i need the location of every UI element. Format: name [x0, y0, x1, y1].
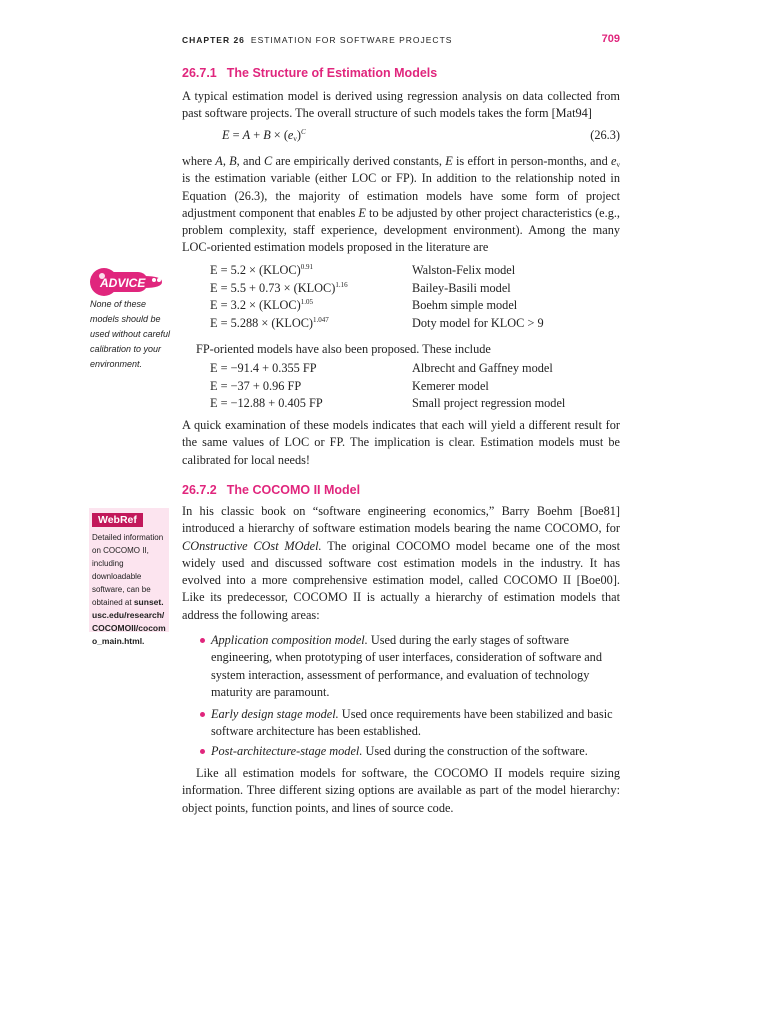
paragraph: FP-oriented models have also been proposed. These include: [196, 342, 491, 356]
model-row: E = 5.5 + 0.73 × (KLOC)$^{1.16}$ Bailey-Basili model: [210, 280, 620, 298]
page-number: 709: [601, 33, 620, 45]
equation-26-3: $E = A + B \times (e_v)^C$ (26.3): [222, 128, 620, 143]
webref-text: Detailed information on COCOMO II, including downloadable software, can be obtained at: [92, 533, 164, 607]
webref-title: WebRef: [92, 513, 143, 527]
bullet-item: Early design stage model. Used once requirements have been stabilized and basic software architecture has been established.: [200, 706, 620, 741]
model-name: Kemerer model: [412, 378, 489, 393]
model-row: E = 5.288 × (KLOC)$^{1.047}$ Doty model for KLOC > 9: [210, 315, 620, 333]
loc-model-list: [210, 262, 620, 332]
webref-link[interactable]: sunset.usc.edu/research/COCOMOII/cocomo_main.html.: [92, 597, 166, 646]
model-row: E = −91.4 + 0.355 FP Albrecht and Gaffney model: [210, 360, 620, 378]
advice-label: ADVICE: [100, 276, 146, 290]
model-row: E = 5.2 × (KLOC)$^{0.91}$ Walston-Felix model: [210, 262, 620, 280]
section-heading-26-7-2: [182, 483, 360, 497]
paragraph: Like all estimation models for software, the COCOMO II models require sizing information. Three different sizing options are available as part of the model hierarchy: object points, function points, and lines of source code.: [182, 766, 620, 815]
paragraph: where A, B, and C are empirically derived constants, E is effort in person-months, and $e_v$ is the estimation variable (either LOC or FP). In addition to the relationship noted in Equation (26.3), the majority of estimation models have some form of project adjustment component that enables E to be adjusted by other project characteristics (e.g., problem complexity, staff experience, development environment). Among the many LOC-oriented estimation models proposed in the literature are: [182, 154, 621, 255]
model-name: Boehm simple model: [412, 298, 518, 312]
bullet-item: Application composition model. Used during the early stages of software engineering, when prototyping of user interfaces, consideration of software and system interaction, assessment of performance, and evaluation of technology maturity are paramount.: [200, 632, 620, 701]
advice-badge: [88, 266, 168, 298]
model-name: Albrecht and Gaffney model: [412, 361, 553, 375]
model-name: Doty model for KLOC > 9: [412, 315, 544, 330]
model-name: Small project regression model: [412, 396, 566, 410]
bullet-icon: [200, 749, 205, 754]
webref-box: [89, 508, 169, 646]
section-title: The COCOMO II Model: [226, 483, 361, 497]
chapter-number: CHAPTER 26: [182, 35, 245, 45]
section-title: The Structure of Estimation Models: [226, 66, 438, 80]
model-row: E = 3.2 × (KLOC)$^{1.05}$ Boehm simple model: [210, 297, 620, 315]
chapter-title: ESTIMATION FOR SOFTWARE PROJECTS: [250, 35, 453, 45]
equation-number: (26.3): [590, 128, 620, 142]
bullet-icon: [200, 638, 205, 643]
bullet-item: Post-architecture-stage model. Used during the construction of the software.: [200, 743, 620, 760]
paragraph: A typical estimation model is derived using regression analysis on data collected from past software projects. The overall structure of such models takes the form [Mat94]: [182, 89, 620, 121]
model-row: E = −37 + 0.96 FP Kemerer model: [210, 378, 620, 396]
section-heading-26-7-1: [182, 66, 437, 80]
paragraph: A quick examination of these models indicates that each will yield a different result for the same values of LOC or FP. The implication is clear. Estimation models must be calibrated for local needs!: [182, 418, 620, 467]
bullet-icon: [200, 712, 205, 717]
running-header: [182, 33, 620, 49]
section-number: 26.7.2: [182, 483, 217, 497]
advice-note: None of these models should be used without careful calibration to your environment.: [90, 299, 171, 369]
model-row: E = −12.88 + 0.405 FP Small project regression model: [210, 395, 620, 413]
advice-icon: [88, 266, 168, 298]
model-name: Walston-Felix model: [412, 263, 516, 277]
section-number: 26.7.1: [182, 66, 217, 80]
paragraph: In his classic book on “software engineering economics,” Barry Boehm [Boe81] introduced a hierarchy of software estimation models bearing the name COCOMO, for COnstructive COst MOdel. The original COCOMO model became one of the most widely used and discussed software cost estimation models in the industry. It has evolved into a more comprehensive estimation model, called COCOMO II [Boe00]. Like its predecessor, COCOMO II is actually a hierarchy of estimation models that address the following areas:: [182, 504, 620, 622]
fp-model-list: [210, 360, 620, 413]
model-name: Bailey-Basili model: [412, 280, 511, 295]
